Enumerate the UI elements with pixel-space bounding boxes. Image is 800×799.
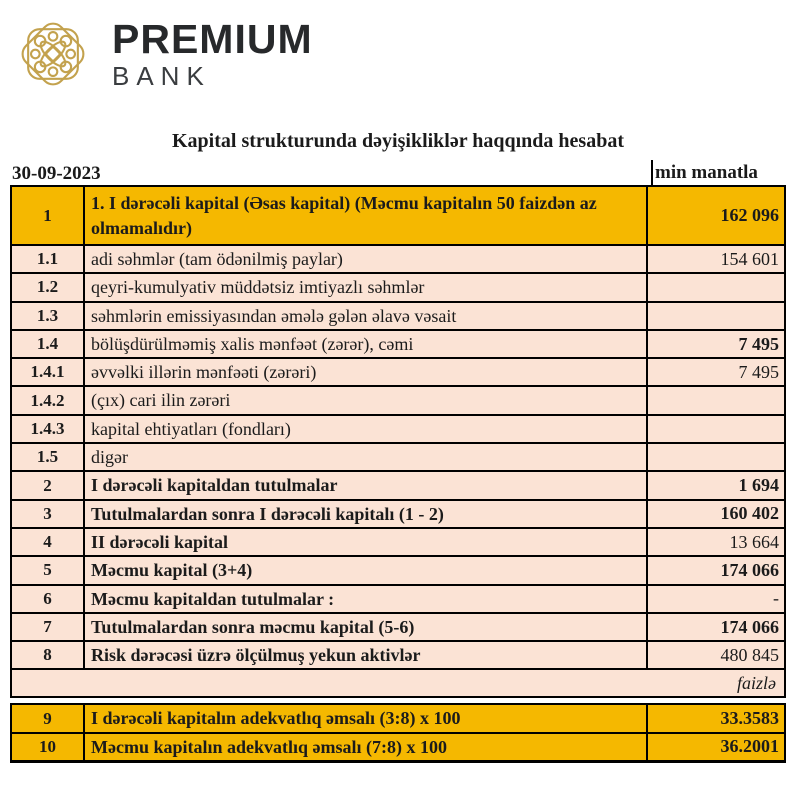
row-value-cell: 154 601 bbox=[646, 246, 784, 272]
row-value-cell: 162 096 bbox=[646, 187, 784, 244]
row-number-cell: 7 bbox=[43, 617, 52, 636]
row-label-cell: Tutulmalardan sonra məcmu kapital (5-6) bbox=[83, 614, 646, 640]
row-number-cell: 6 bbox=[43, 588, 52, 608]
table-row bbox=[12, 705, 784, 731]
row-value-cell: 36.2001 bbox=[646, 734, 784, 760]
row-value-cell bbox=[646, 274, 784, 300]
row-number-cell: 8 bbox=[43, 645, 52, 665]
percent-note-label: faizlə bbox=[737, 672, 776, 693]
row-label-cell: digər bbox=[83, 444, 646, 470]
table-row bbox=[12, 244, 784, 272]
report-date: 30-09-2023 bbox=[12, 163, 101, 184]
brand-header bbox=[0, 0, 800, 100]
row-number-cell: 3 bbox=[43, 503, 52, 523]
table-row bbox=[12, 272, 784, 300]
row-label-cell: Məcmu kapitaldan tutulmalar : bbox=[83, 586, 646, 612]
report-title: Kapital strukturunda dəyişikliklər haqqında hesabat bbox=[172, 130, 624, 152]
row-number-cell: 1.4 bbox=[36, 334, 59, 354]
row-number-cell: 2 bbox=[43, 475, 52, 495]
row-value-cell: 160 402 bbox=[646, 501, 784, 527]
table-row bbox=[12, 499, 784, 527]
row-number-cell: 10 bbox=[39, 736, 56, 756]
row-value-cell: 174 066 bbox=[646, 614, 784, 640]
row-value-cell: 7 495 bbox=[646, 331, 784, 357]
row-value-cell: 1 694 bbox=[646, 472, 784, 498]
row-label-cell: qeyri-kumulyativ müddətsiz imtiyazlı səhmlər bbox=[83, 274, 646, 300]
row-value-cell: - bbox=[646, 586, 784, 612]
table-row bbox=[12, 612, 784, 640]
table-row bbox=[12, 414, 784, 442]
table-row bbox=[12, 187, 784, 244]
row-value-cell bbox=[646, 303, 784, 329]
unit-label: min manatla bbox=[651, 160, 786, 185]
row-number-cell: 1.1 bbox=[36, 249, 59, 269]
table-row bbox=[12, 527, 784, 555]
table-row bbox=[12, 301, 784, 329]
table-row bbox=[12, 470, 784, 498]
row-value-cell: 7 495 bbox=[646, 359, 784, 385]
premium-bank-logo-icon bbox=[10, 11, 96, 97]
table-row bbox=[12, 442, 784, 470]
table-row bbox=[12, 584, 784, 612]
row-number-cell: 4 bbox=[43, 532, 52, 552]
row-label-cell: II dərəcəli kapital bbox=[83, 529, 646, 555]
row-label-cell: 1. I dərəcəli kapital (Əsas kapital) (Məcmu kapitalın 50 faizdən az olmamalıdır) bbox=[83, 187, 646, 244]
row-label-cell: bölüşdürülməmiş xalis mənfəət (zərər), cəmi bbox=[83, 331, 646, 357]
row-value-cell: 33.3583 bbox=[646, 705, 784, 731]
percent-note-row bbox=[12, 668, 784, 696]
table-row bbox=[12, 555, 784, 583]
row-label-cell: Risk dərəcəsi üzrə ölçülmuş yekun aktivlər bbox=[83, 642, 646, 668]
row-value-cell: 13 664 bbox=[646, 529, 784, 555]
row-label-cell: Məcmu kapital (3+4) bbox=[83, 557, 646, 583]
row-number-cell: 9 bbox=[43, 708, 52, 728]
report-meta-row bbox=[10, 155, 786, 185]
row-number-cell: 1.2 bbox=[36, 277, 59, 297]
brand-name: PREMIUM bbox=[112, 16, 313, 62]
row-number-cell: 1 bbox=[43, 205, 52, 225]
row-number-cell: 1.4.1 bbox=[30, 362, 65, 382]
row-number-cell: 5 bbox=[43, 560, 52, 580]
row-number-cell: 1.3 bbox=[36, 305, 59, 325]
row-value-cell: 480 845 bbox=[646, 642, 784, 668]
row-label-cell: I dərəcəli kapitaldan tutulmalar bbox=[83, 472, 646, 498]
row-label-cell: kapital ehtiyatları (fondları) bbox=[83, 416, 646, 442]
adequacy-ratio-table bbox=[10, 703, 786, 763]
brand-wordmark bbox=[112, 16, 313, 91]
row-value-cell bbox=[646, 444, 784, 470]
row-label-cell: səhmlərin emissiyasından əmələ gələn əlavə vəsait bbox=[83, 303, 646, 329]
row-value-cell: 174 066 bbox=[646, 557, 784, 583]
row-label-cell: Tutulmalardan sonra I dərəcəli kapitalı (1 - 2) bbox=[83, 501, 646, 527]
table-row bbox=[12, 385, 784, 413]
table-row bbox=[12, 329, 784, 357]
table-row bbox=[12, 357, 784, 385]
capital-structure-table bbox=[10, 185, 786, 698]
table-row bbox=[12, 640, 784, 668]
row-number-cell: 1.4.2 bbox=[30, 390, 65, 410]
row-label-cell: adi səhmlər (tam ödənilmiş paylar) bbox=[83, 246, 646, 272]
table-row bbox=[12, 732, 784, 760]
row-value-cell bbox=[646, 416, 784, 442]
row-number-cell: 1.5 bbox=[36, 447, 59, 467]
row-label-cell: Məcmu kapitalın adekvatlıq əmsalı (7:8) x 100 bbox=[83, 734, 646, 760]
row-label-cell: (çıx) cari ilin zərəri bbox=[83, 387, 646, 413]
row-label-cell: I dərəcəli kapitalın adekvatlıq əmsalı (3:8) x 100 bbox=[83, 705, 646, 731]
row-label-cell: əvvəlki illərin mənfəəti (zərəri) bbox=[83, 359, 646, 385]
row-number-cell: 1.4.3 bbox=[30, 418, 65, 438]
row-value-cell bbox=[646, 387, 784, 413]
brand-subname: BANK bbox=[112, 61, 211, 91]
